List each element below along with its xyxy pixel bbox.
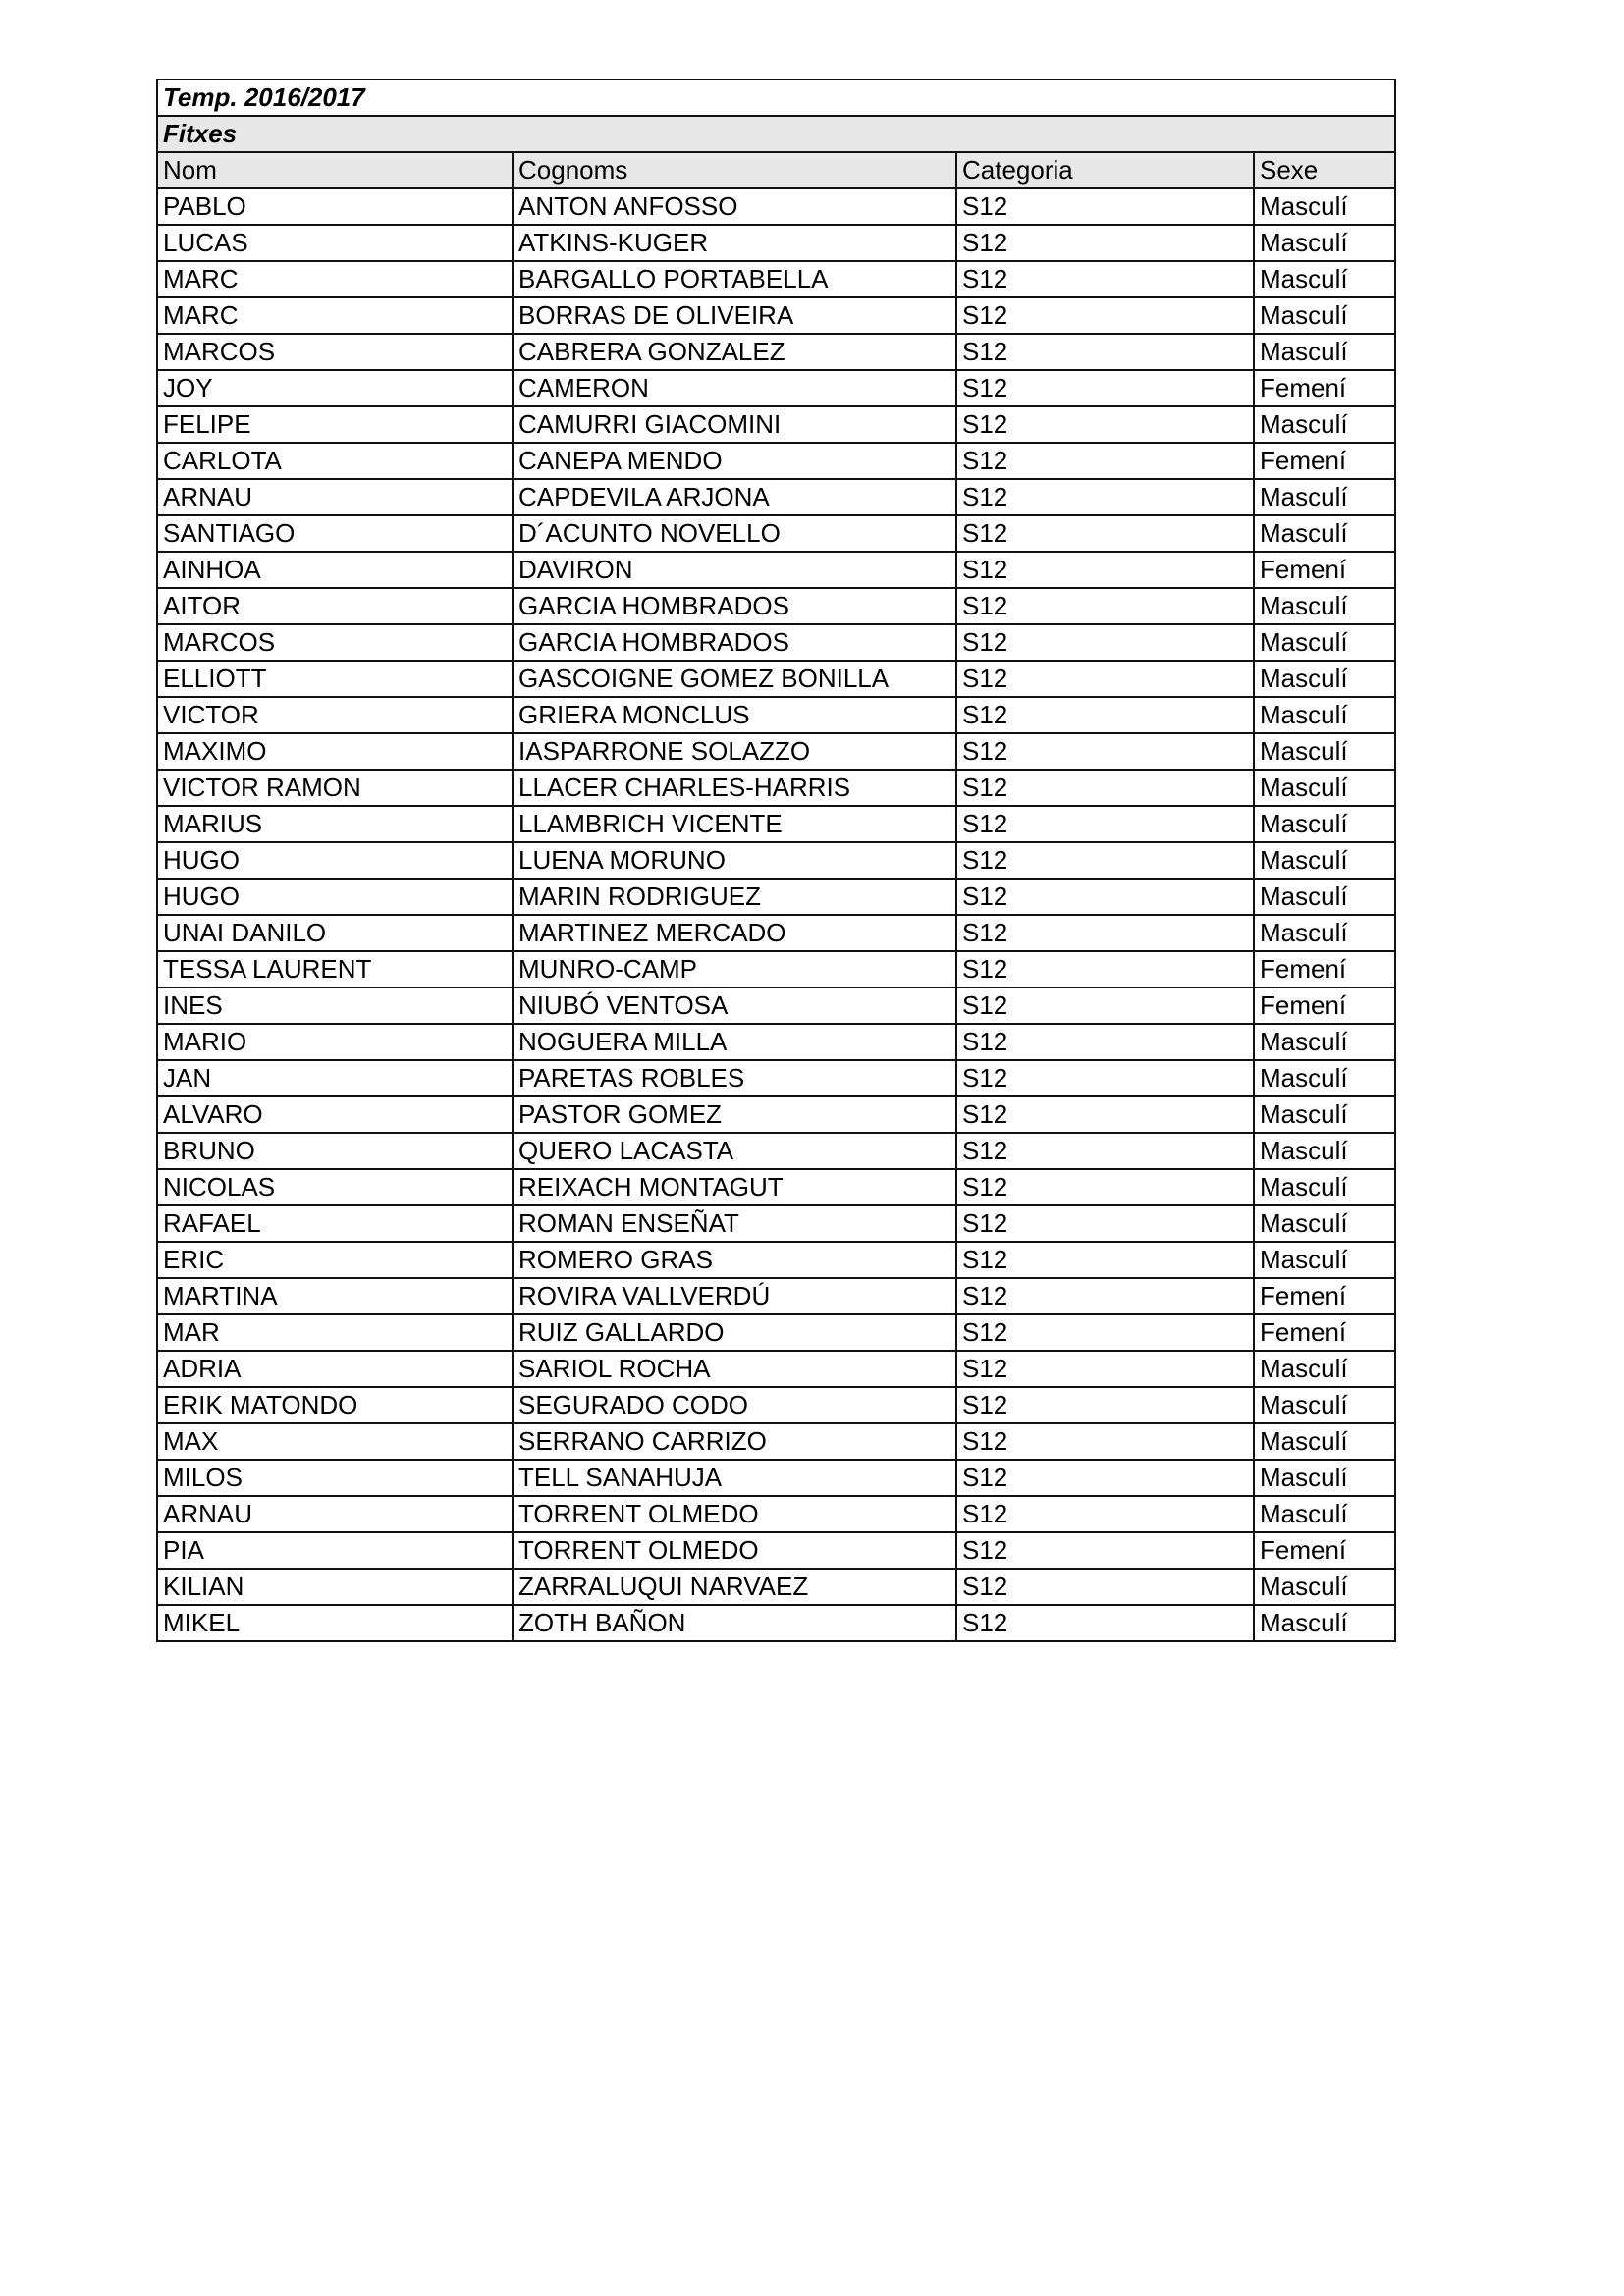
- table-row: [157, 515, 1395, 552]
- cell-cognoms: ROMERO GRAS: [513, 1242, 956, 1278]
- cell-sexe: Femení: [1254, 951, 1395, 988]
- cell-sexe: Femení: [1254, 443, 1395, 479]
- cell-nom: JAN: [157, 1060, 513, 1096]
- cell-nom: MAXIMO: [157, 733, 513, 770]
- cell-categoria: S12: [956, 1024, 1254, 1060]
- cell-nom: INES: [157, 988, 513, 1024]
- cell-categoria: S12: [956, 624, 1254, 661]
- table-row: [157, 334, 1395, 370]
- table-row: [157, 879, 1395, 915]
- cell-sexe: Masculí: [1254, 1460, 1395, 1496]
- cell-sexe: Masculí: [1254, 1605, 1395, 1641]
- cell-nom: RAFAEL: [157, 1205, 513, 1242]
- cell-sexe: Masculí: [1254, 1351, 1395, 1387]
- table-row: [157, 443, 1395, 479]
- cell-categoria: S12: [956, 515, 1254, 552]
- cell-cognoms: GARCIA HOMBRADOS: [513, 624, 956, 661]
- cell-nom: UNAI DANILO: [157, 915, 513, 951]
- cell-categoria: S12: [956, 842, 1254, 879]
- cell-cognoms: LLAMBRICH VICENTE: [513, 806, 956, 842]
- cell-nom: PABLO: [157, 188, 513, 225]
- cell-nom: AINHOA: [157, 552, 513, 588]
- section-row: [157, 116, 1395, 152]
- table-row: [157, 1569, 1395, 1605]
- cell-nom: JOY: [157, 370, 513, 406]
- table-row: [157, 1496, 1395, 1532]
- cell-categoria: S12: [956, 879, 1254, 915]
- cell-categoria: S12: [956, 697, 1254, 733]
- table-row: [157, 297, 1395, 334]
- cell-nom: HUGO: [157, 842, 513, 879]
- cell-categoria: S12: [956, 1532, 1254, 1569]
- cell-nom: ARNAU: [157, 479, 513, 515]
- cell-categoria: S12: [956, 806, 1254, 842]
- cell-categoria: S12: [956, 1460, 1254, 1496]
- cell-cognoms: MUNRO-CAMP: [513, 951, 956, 988]
- cell-cognoms: NOGUERA MILLA: [513, 1024, 956, 1060]
- cell-cognoms: TELL SANAHUJA: [513, 1460, 956, 1496]
- cell-categoria: S12: [956, 1278, 1254, 1314]
- cell-nom: FELIPE: [157, 406, 513, 443]
- cell-categoria: S12: [956, 1569, 1254, 1605]
- cell-cognoms: REIXACH MONTAGUT: [513, 1169, 956, 1205]
- cell-nom: ERIC: [157, 1242, 513, 1278]
- cell-cognoms: GASCOIGNE GOMEZ BONILLA: [513, 661, 956, 697]
- cell-categoria: S12: [956, 1242, 1254, 1278]
- table-row: [157, 479, 1395, 515]
- table-row: [157, 915, 1395, 951]
- cell-categoria: S12: [956, 1169, 1254, 1205]
- cell-nom: MAR: [157, 1314, 513, 1351]
- cell-sexe: Masculí: [1254, 1169, 1395, 1205]
- cell-nom: SANTIAGO: [157, 515, 513, 552]
- cell-cognoms: LUENA MORUNO: [513, 842, 956, 879]
- cell-cognoms: ZOTH BAÑON: [513, 1605, 956, 1641]
- cell-sexe: Masculí: [1254, 697, 1395, 733]
- cell-sexe: Masculí: [1254, 1387, 1395, 1423]
- cell-sexe: Masculí: [1254, 770, 1395, 806]
- table-row: [157, 1605, 1395, 1641]
- cell-sexe: Femení: [1254, 988, 1395, 1024]
- cell-categoria: S12: [956, 552, 1254, 588]
- cell-categoria: S12: [956, 1423, 1254, 1460]
- cell-cognoms: SARIOL ROCHA: [513, 1351, 956, 1387]
- cell-nom: MARIO: [157, 1024, 513, 1060]
- cell-nom: MARCOS: [157, 334, 513, 370]
- cell-categoria: S12: [956, 370, 1254, 406]
- cell-cognoms: LLACER CHARLES-HARRIS: [513, 770, 956, 806]
- cell-categoria: S12: [956, 297, 1254, 334]
- table-row: [157, 770, 1395, 806]
- cell-sexe: Masculí: [1254, 406, 1395, 443]
- table-row: [157, 1278, 1395, 1314]
- column-header-row: [157, 152, 1395, 188]
- cell-categoria: S12: [956, 1605, 1254, 1641]
- cell-categoria: S12: [956, 225, 1254, 261]
- cell-sexe: Masculí: [1254, 806, 1395, 842]
- cell-categoria: S12: [956, 1387, 1254, 1423]
- table-row: [157, 624, 1395, 661]
- cell-cognoms: CAMERON: [513, 370, 956, 406]
- cell-categoria: S12: [956, 1096, 1254, 1133]
- cell-nom: LUCAS: [157, 225, 513, 261]
- cell-sexe: Femení: [1254, 552, 1395, 588]
- table-row: [157, 1532, 1395, 1569]
- cell-sexe: Masculí: [1254, 261, 1395, 297]
- cell-sexe: Femení: [1254, 1278, 1395, 1314]
- table-row: [157, 988, 1395, 1024]
- cell-nom: VICTOR: [157, 697, 513, 733]
- season-title-row: [157, 80, 1395, 116]
- cell-categoria: S12: [956, 588, 1254, 624]
- cell-cognoms: MARIN RODRIGUEZ: [513, 879, 956, 915]
- cell-nom: MARC: [157, 297, 513, 334]
- cell-nom: VICTOR RAMON: [157, 770, 513, 806]
- table-row: [157, 552, 1395, 588]
- cell-cognoms: IASPARRONE SOLAZZO: [513, 733, 956, 770]
- table-row: [157, 1387, 1395, 1423]
- table-row: [157, 1096, 1395, 1133]
- table-row: [157, 1133, 1395, 1169]
- cell-sexe: Masculí: [1254, 515, 1395, 552]
- table-row: [157, 1242, 1395, 1278]
- table-row: [157, 406, 1395, 443]
- cell-cognoms: BARGALLO PORTABELLA: [513, 261, 956, 297]
- table-row: [157, 1024, 1395, 1060]
- cell-categoria: S12: [956, 443, 1254, 479]
- cell-sexe: Masculí: [1254, 297, 1395, 334]
- cell-cognoms: TORRENT OLMEDO: [513, 1532, 956, 1569]
- cell-nom: NICOLAS: [157, 1169, 513, 1205]
- cell-cognoms: NIUBÓ VENTOSA: [513, 988, 956, 1024]
- cell-nom: ALVARO: [157, 1096, 513, 1133]
- column-header-nom: Nom: [157, 152, 513, 188]
- cell-categoria: S12: [956, 988, 1254, 1024]
- cell-cognoms: ZARRALUQUI NARVAEZ: [513, 1569, 956, 1605]
- cell-sexe: Masculí: [1254, 624, 1395, 661]
- cell-nom: BRUNO: [157, 1133, 513, 1169]
- table-row: [157, 697, 1395, 733]
- cell-categoria: S12: [956, 1060, 1254, 1096]
- cell-categoria: S12: [956, 915, 1254, 951]
- cell-categoria: S12: [956, 406, 1254, 443]
- cell-categoria: S12: [956, 479, 1254, 515]
- cell-sexe: Masculí: [1254, 1569, 1395, 1605]
- cell-sexe: Masculí: [1254, 879, 1395, 915]
- cell-sexe: Masculí: [1254, 479, 1395, 515]
- cell-nom: MARC: [157, 261, 513, 297]
- season-title: Temp. 2016/2017: [157, 80, 1395, 116]
- cell-sexe: Masculí: [1254, 842, 1395, 879]
- cell-cognoms: D´ACUNTO NOVELLO: [513, 515, 956, 552]
- table-row: [157, 842, 1395, 879]
- section-title: Fitxes: [157, 116, 1395, 152]
- cell-categoria: S12: [956, 733, 1254, 770]
- cell-categoria: S12: [956, 188, 1254, 225]
- cell-categoria: S12: [956, 661, 1254, 697]
- table-row: [157, 1205, 1395, 1242]
- cell-nom: TESSA LAURENT: [157, 951, 513, 988]
- table-row: [157, 661, 1395, 697]
- cell-sexe: Masculí: [1254, 915, 1395, 951]
- cell-sexe: Masculí: [1254, 1496, 1395, 1532]
- cell-cognoms: PASTOR GOMEZ: [513, 1096, 956, 1133]
- cell-nom: ARNAU: [157, 1496, 513, 1532]
- cell-sexe: Femení: [1254, 1314, 1395, 1351]
- cell-cognoms: ROMAN ENSEÑAT: [513, 1205, 956, 1242]
- table-row: [157, 1460, 1395, 1496]
- cell-cognoms: CAMURRI GIACOMINI: [513, 406, 956, 443]
- table-row: [157, 1314, 1395, 1351]
- cell-sexe: Masculí: [1254, 1423, 1395, 1460]
- cell-categoria: S12: [956, 1351, 1254, 1387]
- cell-sexe: Masculí: [1254, 334, 1395, 370]
- cell-categoria: S12: [956, 334, 1254, 370]
- cell-nom: AITOR: [157, 588, 513, 624]
- cell-cognoms: CANEPA MENDO: [513, 443, 956, 479]
- table-row: [157, 1060, 1395, 1096]
- cell-nom: PIA: [157, 1532, 513, 1569]
- cell-nom: MARTINA: [157, 1278, 513, 1314]
- cell-cognoms: ROVIRA VALLVERDÚ: [513, 1278, 956, 1314]
- cell-sexe: Masculí: [1254, 1133, 1395, 1169]
- cell-sexe: Femení: [1254, 370, 1395, 406]
- cell-sexe: Masculí: [1254, 588, 1395, 624]
- table-row: [157, 370, 1395, 406]
- cell-cognoms: TORRENT OLMEDO: [513, 1496, 956, 1532]
- cell-categoria: S12: [956, 1496, 1254, 1532]
- table-row: [157, 1423, 1395, 1460]
- cell-sexe: Masculí: [1254, 188, 1395, 225]
- cell-cognoms: GRIERA MONCLUS: [513, 697, 956, 733]
- cell-nom: HUGO: [157, 879, 513, 915]
- cell-nom: ADRIA: [157, 1351, 513, 1387]
- cell-sexe: Masculí: [1254, 1024, 1395, 1060]
- table-row: [157, 951, 1395, 988]
- cell-nom: KILIAN: [157, 1569, 513, 1605]
- cell-sexe: Masculí: [1254, 1060, 1395, 1096]
- cell-sexe: Masculí: [1254, 1205, 1395, 1242]
- cell-categoria: S12: [956, 1133, 1254, 1169]
- cell-cognoms: ANTON ANFOSSO: [513, 188, 956, 225]
- table-row: [157, 733, 1395, 770]
- cell-nom: ERIK MATONDO: [157, 1387, 513, 1423]
- cell-categoria: S12: [956, 261, 1254, 297]
- cell-sexe: Masculí: [1254, 733, 1395, 770]
- table-row: [157, 806, 1395, 842]
- cell-nom: ELLIOTT: [157, 661, 513, 697]
- table-row: [157, 225, 1395, 261]
- cell-nom: MARIUS: [157, 806, 513, 842]
- cell-categoria: S12: [956, 951, 1254, 988]
- cell-cognoms: SEGURADO CODO: [513, 1387, 956, 1423]
- cell-cognoms: DAVIRON: [513, 552, 956, 588]
- cell-categoria: S12: [956, 1205, 1254, 1242]
- table-row: [157, 188, 1395, 225]
- cell-nom: MIKEL: [157, 1605, 513, 1641]
- cell-nom: MAX: [157, 1423, 513, 1460]
- cell-cognoms: RUIZ GALLARDO: [513, 1314, 956, 1351]
- column-header-sexe: Sexe: [1254, 152, 1395, 188]
- column-header-cognoms: Cognoms: [513, 152, 956, 188]
- cell-cognoms: GARCIA HOMBRADOS: [513, 588, 956, 624]
- table-row: [157, 1169, 1395, 1205]
- cell-cognoms: SERRANO CARRIZO: [513, 1423, 956, 1460]
- cell-nom: CARLOTA: [157, 443, 513, 479]
- cell-sexe: Masculí: [1254, 661, 1395, 697]
- cell-sexe: Masculí: [1254, 225, 1395, 261]
- cell-cognoms: CAPDEVILA ARJONA: [513, 479, 956, 515]
- cell-cognoms: ATKINS-KUGER: [513, 225, 956, 261]
- cell-categoria: S12: [956, 770, 1254, 806]
- cell-nom: MILOS: [157, 1460, 513, 1496]
- table-row: [157, 588, 1395, 624]
- roster-table: [156, 79, 1396, 1642]
- cell-sexe: Femení: [1254, 1532, 1395, 1569]
- cell-nom: MARCOS: [157, 624, 513, 661]
- cell-sexe: Masculí: [1254, 1096, 1395, 1133]
- cell-sexe: Masculí: [1254, 1242, 1395, 1278]
- cell-cognoms: CABRERA GONZALEZ: [513, 334, 956, 370]
- table-row: [157, 261, 1395, 297]
- cell-cognoms: BORRAS DE OLIVEIRA: [513, 297, 956, 334]
- cell-categoria: S12: [956, 1314, 1254, 1351]
- column-header-categoria: Categoria: [956, 152, 1254, 188]
- cell-cognoms: QUERO LACASTA: [513, 1133, 956, 1169]
- cell-cognoms: PARETAS ROBLES: [513, 1060, 956, 1096]
- table-row: [157, 1351, 1395, 1387]
- cell-cognoms: MARTINEZ MERCADO: [513, 915, 956, 951]
